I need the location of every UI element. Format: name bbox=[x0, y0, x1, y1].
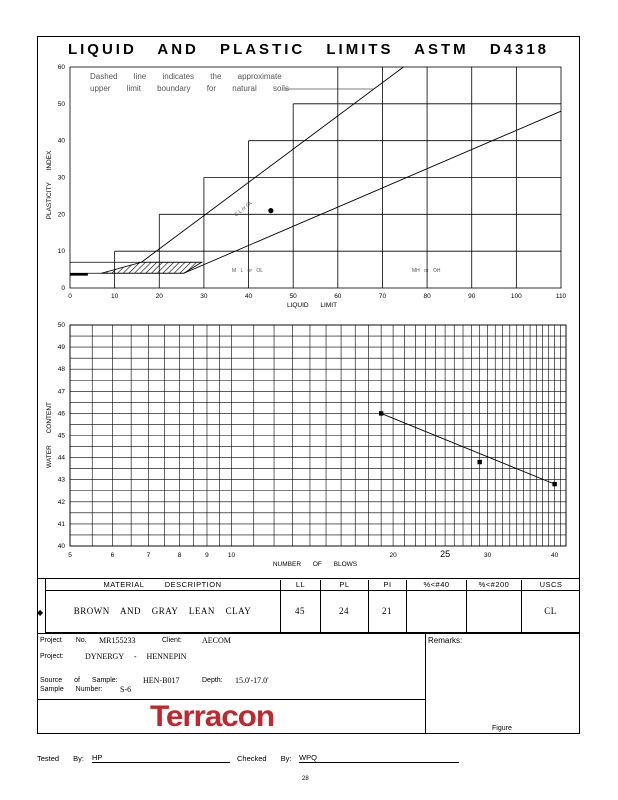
flow-y-label: WATER CONTENT bbox=[46, 402, 53, 468]
region-label-ml: M L or OL bbox=[232, 268, 264, 274]
client-value: AECOM bbox=[202, 636, 231, 645]
results-table bbox=[45, 578, 580, 633]
page-title: LIQUID AND PLASTIC LIMITS ASTM D4318 bbox=[67, 41, 550, 58]
source-value: HEN-B017 bbox=[143, 676, 180, 685]
figure-label: Figure bbox=[492, 725, 512, 732]
project-no: MR155233 bbox=[99, 636, 136, 645]
plasticity-x-tick: 70 bbox=[378, 293, 387, 300]
plasticity-x-tick: 0 bbox=[68, 293, 72, 300]
row-pi: 21 bbox=[382, 606, 392, 616]
table-left-margin bbox=[37, 578, 45, 634]
flow-curve-chart bbox=[0, 315, 618, 575]
plasticity-y-tick: 10 bbox=[57, 248, 65, 256]
row-ll: 45 bbox=[295, 606, 305, 616]
plasticity-x-tick: 110 bbox=[555, 293, 567, 300]
flow-y-tick: 50 bbox=[57, 322, 65, 329]
flow-data-point bbox=[379, 411, 383, 415]
flow-x-tick: 5 bbox=[68, 552, 72, 559]
tested-value: HP bbox=[92, 753, 230, 763]
plasticity-y-tick: 30 bbox=[57, 174, 65, 182]
flow-y-tick: 40 bbox=[57, 543, 65, 550]
row-pl: 24 bbox=[339, 606, 349, 616]
plasticity-points bbox=[268, 208, 273, 213]
flow-x-tick: 8 bbox=[177, 552, 182, 559]
page-number: 28 bbox=[302, 776, 309, 782]
boundary-note: Dashed line indicates the approximate upper limit boundary for natural soils bbox=[90, 72, 289, 93]
tested-label: Tested By: bbox=[37, 754, 85, 763]
plasticity-y-tick: 0 bbox=[61, 285, 65, 292]
plasticity-x-tick: 50 bbox=[289, 293, 297, 300]
flow-x-tick: 40 bbox=[551, 552, 559, 559]
plasticity-y-tick: 50 bbox=[57, 100, 65, 108]
plasticity-x-label: LIQUID LIMIT bbox=[286, 302, 338, 309]
flow-grid bbox=[70, 325, 566, 546]
checked-value: WPQ bbox=[299, 753, 459, 763]
flow-ticks bbox=[58, 322, 559, 559]
flow-x-tick: 10 bbox=[227, 552, 236, 559]
plasticity-data-point bbox=[268, 208, 273, 213]
flow-y-tick: 46 bbox=[57, 410, 65, 418]
u-line bbox=[141, 67, 403, 262]
project-label: Project: bbox=[40, 653, 64, 660]
flow-trend-line bbox=[381, 413, 554, 484]
plasticity-y-tick: 20 bbox=[57, 211, 65, 219]
sample-label: Sample Number: bbox=[40, 686, 103, 693]
flow-data-point bbox=[552, 482, 556, 486]
flow-x-label: NUMBER OF BLOWS bbox=[272, 561, 358, 568]
plasticity-x-tick: 20 bbox=[155, 293, 163, 300]
plasticity-grid bbox=[70, 67, 561, 288]
header-pi: PI bbox=[368, 580, 406, 633]
row-description: BROWN AND GRAY LEAN CLAY bbox=[73, 606, 252, 616]
project-no-label: Project No. bbox=[40, 637, 87, 644]
plasticity-x-tick: 30 bbox=[200, 293, 208, 300]
flow-x-tick: 7 bbox=[146, 552, 151, 559]
plasticity-x-tick: 100 bbox=[510, 293, 522, 300]
flow-y-tick: 41 bbox=[57, 520, 65, 528]
client-label: Client: bbox=[162, 637, 182, 644]
flow-data-point bbox=[477, 460, 481, 464]
cl-ml-hatched-zone bbox=[101, 262, 201, 273]
depth-value: 15.0'-17.0' bbox=[235, 676, 269, 685]
flow-x-tick: 6 bbox=[110, 552, 115, 559]
flow-y-tick: 47 bbox=[57, 388, 65, 396]
flow-y-tick: 49 bbox=[57, 344, 65, 352]
header-uscs: USCS bbox=[521, 580, 580, 633]
plasticity-chart bbox=[0, 0, 618, 320]
checked-label: Checked By: bbox=[237, 754, 292, 763]
terracon-logo: Terracon bbox=[150, 700, 275, 733]
flow-y-tick: 42 bbox=[57, 498, 65, 506]
plasticity-x-tick: 10 bbox=[111, 293, 119, 300]
flow-y-tick: 48 bbox=[57, 366, 65, 374]
row-uscs: CL bbox=[544, 606, 557, 616]
flow-y-tick: 44 bbox=[57, 454, 65, 462]
flow-y-tick: 43 bbox=[57, 476, 65, 484]
remarks-label: Remarks: bbox=[428, 636, 463, 645]
plasticity-y-label: PLASTICITY INDEX bbox=[46, 150, 53, 220]
depth-label: Depth: bbox=[202, 677, 223, 684]
region-label-cl: C L or OL bbox=[233, 199, 254, 219]
plasticity-lines bbox=[70, 67, 561, 274]
plasticity-x-tick: 60 bbox=[334, 293, 342, 300]
region-label-mh: MH or OH bbox=[412, 268, 441, 274]
header-description: MATERIAL DESCRIPTION bbox=[103, 580, 222, 589]
header-ll: LL bbox=[280, 580, 320, 633]
a-line bbox=[184, 111, 561, 273]
flow-x-tick: 25 bbox=[440, 549, 451, 559]
flow-x-tick: 30 bbox=[483, 552, 492, 559]
header-p40: %<#40 bbox=[406, 580, 466, 633]
flow-y-tick: 45 bbox=[57, 432, 65, 440]
flow-x-tick: 20 bbox=[389, 552, 397, 559]
plasticity-x-tick: 80 bbox=[423, 293, 431, 300]
plasticity-x-tick: 40 bbox=[244, 293, 253, 300]
plasticity-x-tick: 90 bbox=[468, 293, 476, 300]
plasticity-y-tick: 60 bbox=[57, 64, 65, 71]
project-value: DYNERGY - HENNEPIN bbox=[85, 652, 187, 661]
flow-x-tick: 9 bbox=[205, 552, 209, 559]
row-marker-icon: ◆ bbox=[37, 608, 44, 617]
source-label: Source of Sample: bbox=[40, 677, 118, 684]
sample-value: S-6 bbox=[120, 685, 132, 694]
plasticity-y-tick: 40 bbox=[57, 137, 65, 145]
header-pl: PL bbox=[320, 580, 368, 633]
header-p200: %<#200 bbox=[466, 580, 521, 633]
